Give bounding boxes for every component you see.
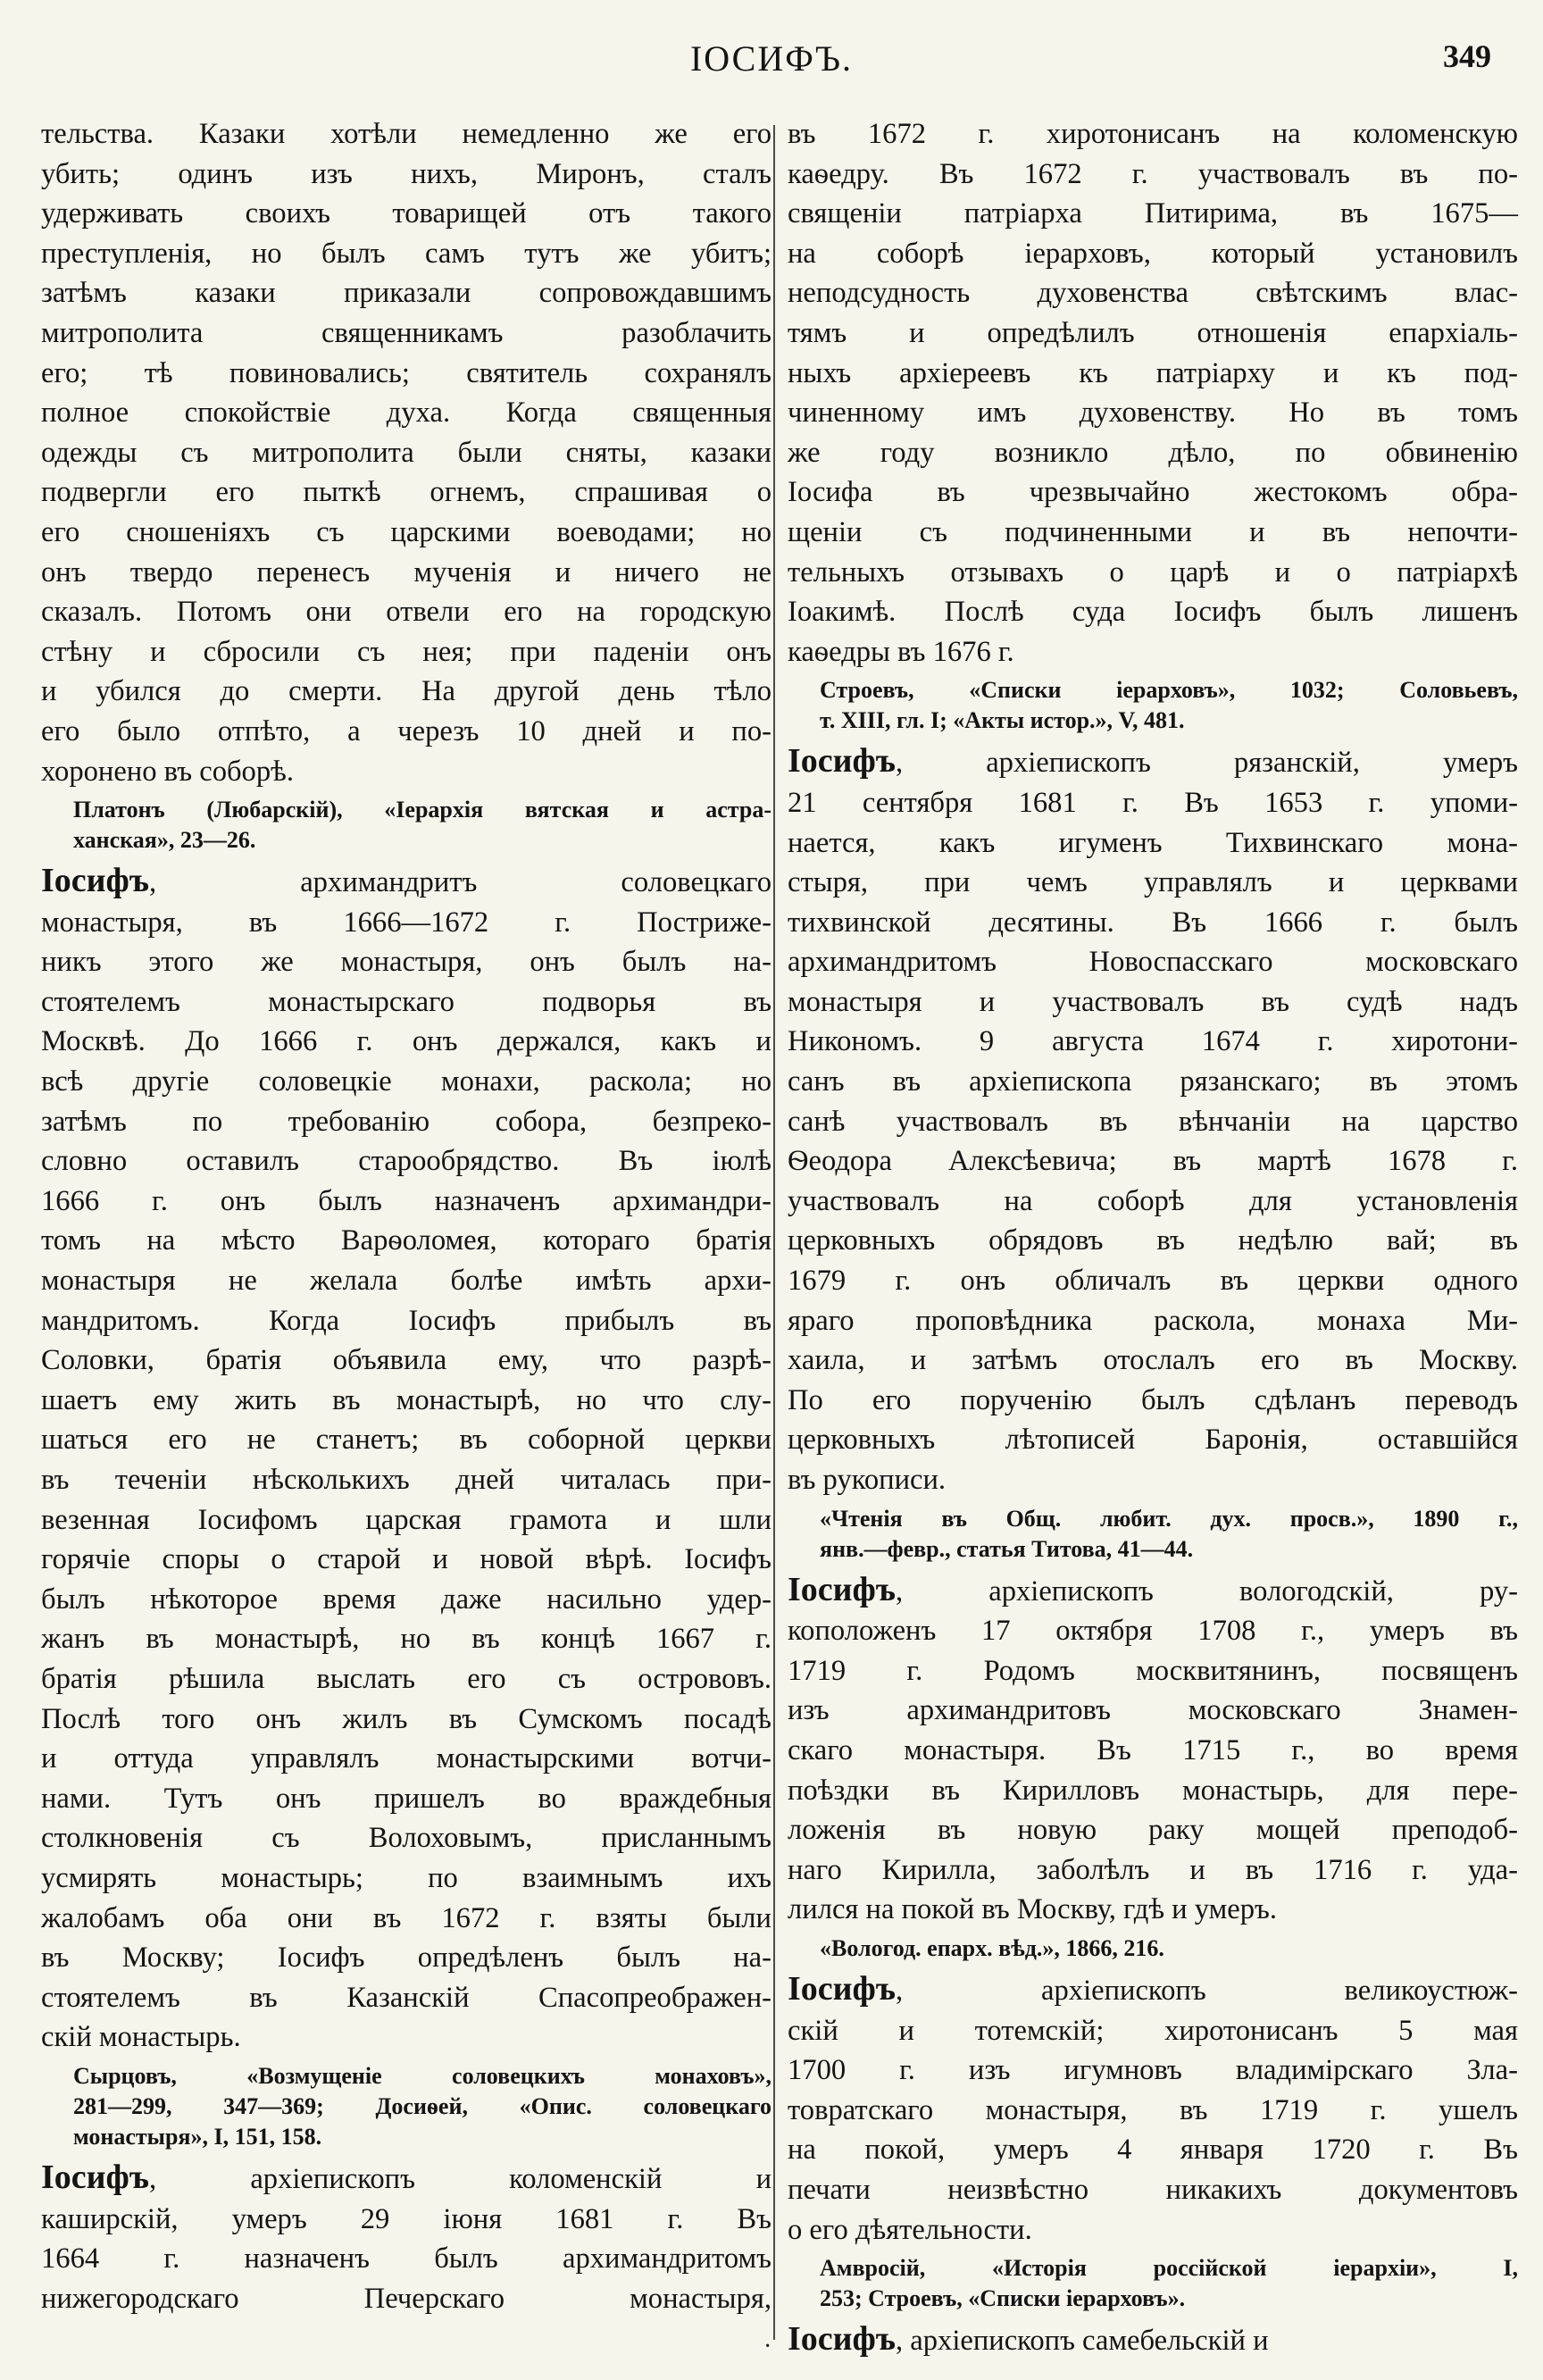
text-line: тямъ и опредѣлилъ отношенія епархіаль- — [788, 316, 1518, 349]
text-line: По его порученію былъ сдѣланъ переводъ — [788, 1383, 1518, 1416]
text-line: онъ твердо перенесъ мученія и ничего не — [41, 555, 772, 589]
text-line: усмирять монастырь; по взаимнымъ ихъ — [41, 1861, 772, 1894]
entry-line: , архіепископъ вологодскій, ру- — [896, 1574, 1518, 1608]
text-line: лился на покой въ Москву, гдѣ и умеръ. — [788, 1893, 1277, 1926]
text-line: 1664 г. назначенъ былъ архимандритомъ — [41, 2242, 772, 2276]
text-line: подвергли его пыткѣ огнемъ, спрашивая о — [41, 476, 772, 509]
text-line: убить; одинъ изъ нихъ, Миронъ, сталъ — [41, 157, 772, 190]
text-line: словно оставилъ старообрядство. Въ іюлѣ — [41, 1145, 772, 1178]
text-line: щеніи съ подчиненными и въ непочти- — [788, 515, 1518, 548]
text-line: и оттуда управлялъ монастырскими вотчи- — [41, 1742, 772, 1775]
text-line: затѣмъ казаки приказали сопровождавшимъ — [41, 277, 772, 310]
entry-iosif-solovetsky — [41, 861, 772, 2058]
text-line: удерживать своихъ товарищей отъ такого — [41, 197, 772, 230]
text-line: въ теченіи нѣсколькихъ дней читалась при- — [41, 1464, 772, 1496]
text-line: монастыря, въ 1666—1672 г. Постриже- — [41, 906, 772, 939]
entry-iosif-ustyug — [788, 1969, 1518, 2250]
entry-first-line — [41, 861, 772, 903]
text-line: Москвѣ. До 1666 г. онъ держался, какъ и — [41, 1025, 772, 1058]
text-line: Платонъ (Любарскій), «Іерархія вятская и астра- — [73, 797, 772, 823]
text-line: коположенъ 17 октября 1708 г., умеръ въ — [788, 1615, 1518, 1648]
text-line: стоятелемъ въ Казанскій Спасопреображен- — [41, 1981, 772, 2014]
entry-first-line — [788, 2319, 1518, 2361]
text-line: братія рѣшила выслать его съ острововъ. — [41, 1662, 772, 1695]
text-line: 281—299, 347—369; Досиѳей, «Опис. соловецкаго — [73, 2092, 772, 2119]
text-line: 1666 г. онъ былъ назначенъ архимандри- — [41, 1184, 772, 1217]
text-line: митрополита священникамъ разоблачить — [41, 316, 772, 349]
text-line: ныхъ архіереевъ къ патріарху и къ под- — [788, 356, 1518, 389]
text-line: никъ этого же монастыря, онъ былъ на- — [41, 946, 772, 979]
text-line: каѳедру. Въ 1672 г. участвовалъ въ по- — [788, 157, 1518, 190]
text-line: чиненному имъ духовенству. Но въ томъ — [788, 397, 1518, 430]
text-line: нижегородскаго Печерскаго монастыря, — [41, 2282, 772, 2315]
entry-headword: Іосифъ — [41, 2158, 149, 2196]
text-line: товратскаго монастыря, въ 1719 г. ушелъ — [788, 2093, 1518, 2126]
text-line: всѣ другіе соловецкіе монахи, раскола; но — [41, 1065, 772, 1098]
print-mark: · — [763, 2333, 772, 2360]
text-line: хаила, и затѣмъ отослалъ его въ Москву. — [788, 1344, 1518, 1377]
text-line: ложенія въ новую раку мощей преподоб- — [788, 1814, 1518, 1847]
text-line: монастыря», I, 151, 158. — [73, 2123, 322, 2150]
text-line: и убился до смерти. На другой день тѣло — [41, 675, 772, 708]
text-line: затѣмъ по требованію собора, безпреко- — [41, 1105, 772, 1138]
text-line: его; тѣ повиновались; святитель сохранялъ — [41, 356, 772, 389]
text-line: въ 1672 г. хиротонисанъ на коломенскую — [788, 118, 1518, 150]
source-reference — [41, 2061, 772, 2152]
entry-line: , архимандритъ соловецкаго — [149, 866, 772, 899]
text-line: тельныхъ отзывахъ о царѣ и о патріархѣ — [788, 555, 1518, 589]
source-reference — [788, 675, 1518, 736]
text-line: хоронено въ соборѣ. — [41, 755, 294, 788]
text-line: 1700 г. изъ игумновъ владимірскаго Зла- — [788, 2054, 1518, 2087]
text-line: поѣздки въ Кирилловъ монастырь, для пере- — [788, 1774, 1518, 1807]
text-line: былъ нѣкоторое время даже насильно удер- — [41, 1582, 772, 1616]
text-line: жанъ въ монастырѣ, но въ концѣ 1667 г. — [41, 1623, 772, 1656]
text-line: тихвинской десятины. Въ 1666 г. былъ — [788, 906, 1518, 939]
text-line: яраго проповѣдника раскола, монаха Ми- — [788, 1304, 1518, 1337]
text-line: нами. Тутъ онъ пришелъ во враждебныя — [41, 1782, 772, 1815]
text-line: скій и тотемскій; хиротонисанъ 5 мая — [788, 2014, 1518, 2047]
text-line: монастыря не желала болѣе имѣть архи- — [41, 1265, 772, 1298]
text-line: архимандритомъ Новоспасскаго московскаго — [788, 946, 1518, 979]
text-line: неподсудность духовенства свѣтскимъ влас- — [788, 277, 1518, 310]
text-line: шаетъ ему жить въ монастырѣ, но что слу- — [41, 1383, 772, 1416]
text-line: нается, какъ игуменъ Тихвинскаго мона- — [788, 826, 1518, 859]
text-line: наго Кирилла, заболѣлъ и въ 1716 г. уда- — [788, 1853, 1518, 1886]
entry-line: , архіепископъ коломенскій и — [149, 2162, 772, 2195]
text-line: участвовалъ на соборѣ для установленія — [788, 1184, 1518, 1217]
text-line: на соборѣ іерарховъ, который установилъ — [788, 237, 1518, 270]
text-line: «Чтенія въ Общ. любит. дух. просв.», 1890 г., — [820, 1505, 1518, 1532]
text-line: Іоакимѣ. Послѣ суда Іосифъ былъ лишенъ — [788, 596, 1518, 629]
text-line: горячіе споры о старой и новой вѣрѣ. Іосифъ — [41, 1543, 772, 1576]
text-line: Никономъ. 9 августа 1674 г. хиротони- — [788, 1025, 1518, 1058]
text-line: въ Москву; Іосифъ опредѣленъ былъ на- — [41, 1942, 772, 1975]
text-line: мандритомъ. Когда Іосифъ прибылъ въ — [41, 1304, 772, 1337]
text-line: т. XIII, гл. I; «Акты истор.», V, 481. — [820, 707, 1185, 734]
text-line: скаго монастыря. Въ 1715 г., во время — [788, 1733, 1518, 1766]
text-line: монастыря и участвовалъ въ судѣ надъ — [788, 985, 1518, 1018]
text-line: же году возникло дѣло, по обвиненію — [788, 436, 1518, 469]
text-line: жалобамъ оба они въ 1672 г. взяты были — [41, 1901, 772, 1934]
continued-entry-text — [41, 114, 772, 791]
entry-headword: Іосифъ — [788, 1969, 896, 2008]
entry-headword: Іосифъ — [788, 742, 896, 781]
entry-headword: Іосифъ — [788, 2320, 896, 2359]
entry-first-line — [788, 741, 1518, 783]
entry-iosif-kolomna — [41, 2158, 772, 2318]
text-line: Амвросій, «Исторія россійской іерархіи», I, — [820, 2255, 1518, 2282]
entry-iosif-ryazan — [788, 741, 1518, 1499]
text-line: о его дѣятельности. — [788, 2213, 1032, 2246]
text-line: на покой, умеръ 4 января 1720 г. Въ — [788, 2134, 1518, 2167]
running-title: ІОСИФЪ. — [689, 38, 854, 79]
text-line: Сырцовъ, «Возмущеніе соловецкихъ монаховъ», — [73, 2062, 772, 2089]
text-line: скій монастырь. — [41, 2021, 241, 2054]
page-number: 349 — [1443, 38, 1491, 74]
source-reference — [788, 1933, 1518, 1964]
text-line: священіи патріарха Питирима, въ 1675— — [788, 197, 1518, 230]
entry-line: , архіепископъ рязанскій, умеръ — [896, 747, 1518, 780]
text-line: санѣ участвовалъ въ вѣнчаніи на царство — [788, 1105, 1518, 1138]
text-line: стоятелемъ монастырскаго подворья въ — [41, 985, 772, 1018]
text-line: санъ въ архіепископа рязанскаго; въ этомъ — [788, 1065, 1518, 1098]
text-line: тельства. Казаки хотѣли немедленно же его — [41, 118, 772, 150]
entry-first-line — [788, 1570, 1518, 1612]
text-line: изъ архимандритовъ московскаго Знамен- — [788, 1694, 1518, 1727]
text-line: шаться его не станетъ; въ соборной церкви — [41, 1424, 772, 1457]
text-line: Соловки, братія объявила ему, что разрѣ- — [41, 1344, 772, 1377]
source-reference — [41, 795, 772, 856]
text-line: «Вологод. епарх. вѣд.», 1866, 216. — [820, 1934, 1164, 1961]
text-line: его было отпѣто, а черезъ 10 дней и по- — [41, 714, 772, 747]
entry-iosif-samebel — [788, 2319, 1518, 2361]
text-line: Послѣ того онъ жилъ въ Сумскомъ посадѣ — [41, 1702, 772, 1735]
entry-headword: Іосифъ — [41, 862, 149, 900]
text-line: Іосифа въ чрезвычайно жестокомъ обра- — [788, 476, 1518, 509]
text-line: ханская», 23—26. — [73, 827, 256, 854]
text-line: 253; Строевъ, «Списки іерарховъ». — [820, 2285, 1186, 2312]
right-column — [788, 114, 1518, 2361]
text-line: его сношеніяхъ съ царскими воеводами; но — [41, 515, 772, 548]
text-line: стыря, при чемъ управлялъ и церквами — [788, 866, 1518, 899]
source-reference — [788, 1504, 1518, 1565]
source-reference — [788, 2253, 1518, 2314]
column-divider — [773, 125, 775, 2340]
text-line: сказалъ. Потомъ они отвели его на городскую — [41, 596, 772, 629]
text-line: везенная Іосифомъ царская грамота и шли — [41, 1503, 772, 1536]
text-line: полное спокойствіе духа. Когда священныя — [41, 397, 772, 430]
left-column — [41, 114, 772, 2318]
text-line: 21 сентября 1681 г. Въ 1653 г. упоми- — [788, 786, 1518, 819]
text-line: Строевъ, «Списки іерарховъ», 1032; Соловьевъ, — [820, 677, 1518, 704]
text-line: печати неизвѣстно никакихъ документовъ — [788, 2173, 1518, 2206]
text-line: 1719 г. Родомъ москвитянинъ, посвященъ — [788, 1654, 1518, 1687]
text-line: Ѳеодора Алексѣевича; въ мартѣ 1678 г. — [788, 1145, 1518, 1178]
text-line: церковныхъ обрядовъ въ недѣлю вай; въ — [788, 1224, 1518, 1257]
text-line: въ рукописи. — [788, 1464, 947, 1496]
text-line: томъ на мѣсто Варѳоломея, котораго братія — [41, 1224, 772, 1257]
text-line: янв.—февр., статья Титова, 41—44. — [820, 1535, 1194, 1562]
text-line: каширскій, умеръ 29 іюня 1681 г. Въ — [41, 2202, 772, 2235]
text-line: 1679 г. онъ обличалъ въ церкви одного — [788, 1265, 1518, 1298]
entry-first-line — [788, 1969, 1518, 2011]
entry-line: , архіепископъ великоустюж- — [896, 1974, 1518, 2007]
entry-first-line — [41, 2158, 772, 2200]
text-line: столкновенія съ Волоховымъ, присланнымъ — [41, 1822, 772, 1855]
text-line: стѣну и сбросили съ нея; при паденіи онъ — [41, 635, 772, 668]
entry-line: , архіепископъ самебельскій и — [896, 2325, 1269, 2358]
text-line: преступленія, но былъ самъ тутъ же убитъ; — [41, 237, 772, 270]
text-line: каѳедры въ 1676 г. — [788, 635, 1014, 668]
text-line: церковныхъ лѣтописей Баронія, оставшійся — [788, 1424, 1518, 1457]
page-header — [43, 38, 1500, 80]
entry-headword: Іосифъ — [788, 1570, 896, 1608]
continued-entry-text — [788, 114, 1518, 672]
text-line: одежды съ митрополита были сняты, казаки — [41, 436, 772, 469]
entry-iosif-vologda — [788, 1570, 1518, 1930]
